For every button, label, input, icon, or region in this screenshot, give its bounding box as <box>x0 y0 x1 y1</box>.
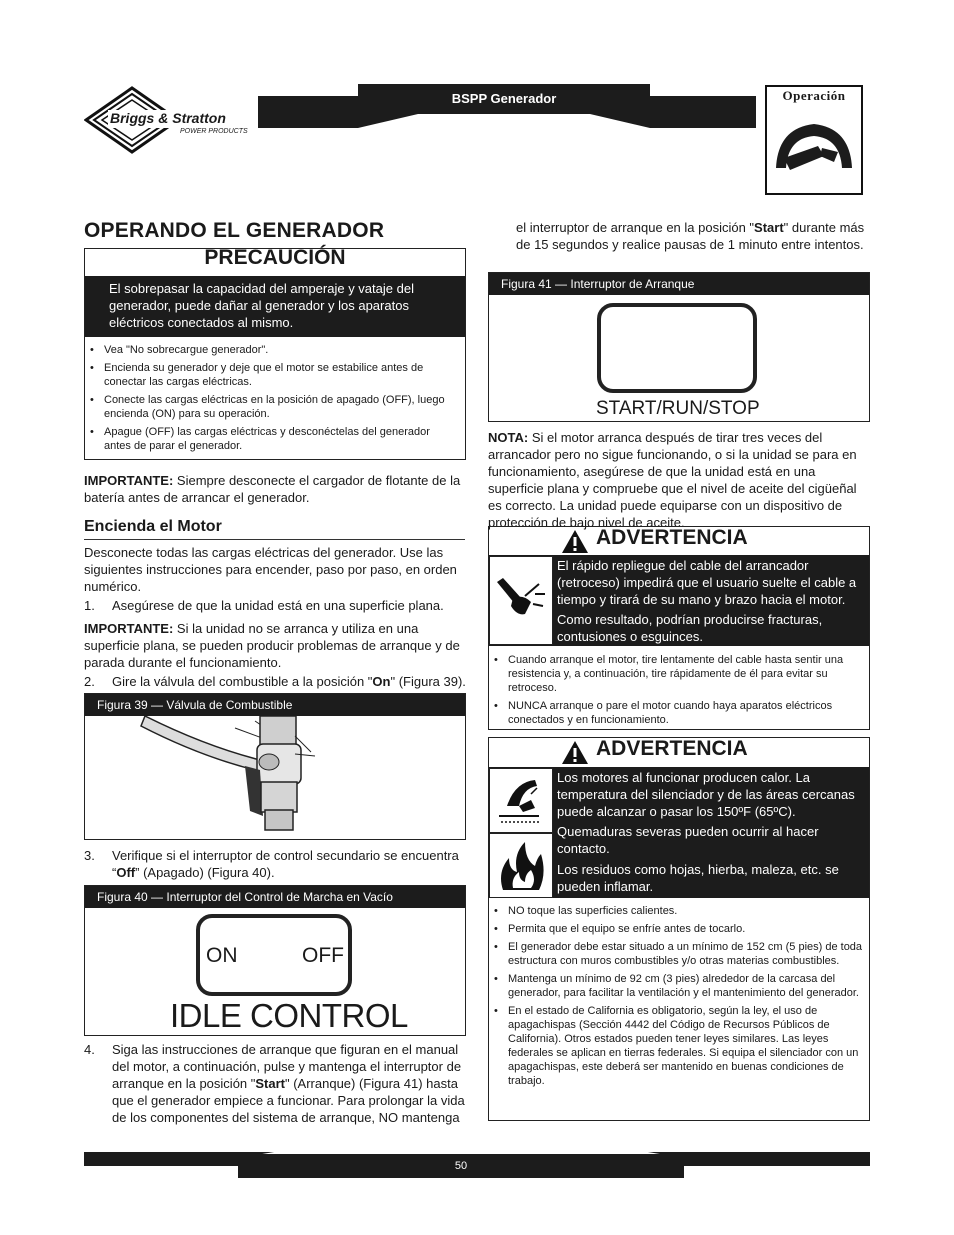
step-2: 2. Gire la válvula del combustible a la posición "On" (Figura 39). <box>84 674 466 689</box>
step-4: 4. Siga las instrucciones de arranque que figuran en el manual del motor, a continuación, pulse y mantenga el interruptor de arranque en la posición "Start" (Arranque) (Figura 41) hasta que el generador empiece a funcionar. Para prolongar la vida de los componentes del sistema de arranque, NO mantenga <box>84 1042 465 1125</box>
caution-title: PRECAUCIÓN <box>204 246 346 269</box>
warning-2-list <box>490 904 866 1092</box>
warning-2-title: ADVERTENCIA <box>596 737 748 760</box>
list-item: • Encienda su generador y deje que el motor se estabilice antes de conectar las cargas eléctricas. <box>86 361 458 389</box>
logo-brand-text: Briggs & Stratton <box>110 110 226 126</box>
warning-1-title: ADVERTENCIA <box>596 526 748 549</box>
warning-1-text-2: Como resultado, podrían producirse fracturas, contusiones o esguinces. <box>557 612 823 644</box>
fuel-valve-icon <box>85 716 465 838</box>
important-note: IMPORTANTE: Siempre desconecte el cargador de flotante de la batería antes de arrancar el generador. <box>84 473 461 505</box>
warning-1-list <box>490 653 864 731</box>
page-number: 50 <box>238 1154 684 1178</box>
figure-41-caption: Figura 41 — Interruptor de Arranque <box>489 273 869 295</box>
warning-triangle-icon <box>561 740 589 765</box>
list-item: • El generador debe estar situado a un mínimo de 152 cm (5 pies) de toda estructura con muros combustibles y/o otras materias combustibles. <box>490 940 866 968</box>
list-item: • En el estado de California es obligatorio, según la ley, el uso de apagachispas (Sección 4442 del Código de Recursos Públicos de California). Otros estados pueden tener leyes similares. Las leyes federales se aplican en tierras federales. Si equipa el silenciador con un apagachispas, este deberá ser mantenido en buenas condiciones de trabajo. <box>490 1004 866 1088</box>
recoil-hand-icon <box>495 576 547 620</box>
list-item: • NO toque las superficies calientes. <box>490 904 866 918</box>
header-wedge <box>358 114 650 128</box>
warning-2-text-3: Los residuos como hojas, hierba, maleza, etc. se pueden inflamar. <box>557 862 839 894</box>
section-tab-title: Operación <box>782 88 846 103</box>
caution-list <box>86 343 458 457</box>
start-intro: Desconecte todas las cargas eléctricas del generador. Use las siguientes instrucciones para encender, paso por paso, en orden numérico. <box>84 545 457 594</box>
list-item: • Cuando arranque el motor, tire lentamente del cable hasta sentir una resistencia y, a continuación, tire rápidamente de él para evitar su retroceso. <box>490 653 864 695</box>
start-heading: Encienda el Motor <box>84 518 465 540</box>
idle-control-label: IDLE CONTROL <box>170 997 408 1034</box>
start-switch-panel <box>597 303 757 393</box>
important-level: IMPORTANTE: Si la unidad no se arranca y utiliza en una superficie plana, se pueden producir problemas de arranque y de parada durante el funcionamiento. <box>84 621 460 670</box>
list-item: • NUNCA arranque o pare el motor cuando haya aparatos eléctricos conectados y en funcionamiento. <box>490 699 864 727</box>
start-run-stop-label: START/RUN/STOP <box>596 398 760 419</box>
fire-icon <box>495 838 547 894</box>
warning-triangle-icon <box>561 529 589 554</box>
step-3: 3. Verifique si el interruptor de control secundario se encuentra “Off” (Apagado) (Figura 40). <box>84 848 459 880</box>
doc-title: BSPP Generador <box>358 84 650 114</box>
warning-1-text-1: El rápido repliegue del cable del arrancador (retroceso) impedirá que el usuario suelte el cable a tiempo y tirará de su mano y brazo hacia el motor. <box>557 558 857 607</box>
figure-39-caption: Figura 39 — Válvula de Combustible <box>85 694 465 716</box>
caution-band <box>85 276 465 337</box>
figure-40-caption: Figura 40 — Interruptor del Control de Marcha en Vacío <box>85 886 465 908</box>
logo-sub-text: POWER PRODUCTS <box>180 128 248 135</box>
brand-logo <box>84 86 254 154</box>
step-1: 1. Asegúrese de que la unidad está en una superficie plana. <box>84 598 444 613</box>
warning-2-text-2: Quemaduras severas pueden ocurrir al hacer contacto. <box>557 824 819 856</box>
nota-paragraph: NOTA: Si el motor arranca después de tirar tres veces del arrancador pero no sigue funcionando, o si la unidad se para en funcionamiento, asegúrese de que la unidad está en una superficie plana y compruebe que el nivel de aceite del cigüeñal es correcto. La unidad puede equiparse con un dispositivo de protección de bajo nivel de aceite. <box>488 430 857 530</box>
hot-surface-icon <box>495 776 547 826</box>
step-4-continued: el interruptor de arranque en la posición "Start" durante más de 15 segundos y realice pausas de 1 minuto entre intentos. <box>516 220 865 252</box>
list-item: • Vea "No sobrecargue generador". <box>86 343 458 357</box>
caution-band-text: El sobrepasar la capacidad del amperaje y vataje del generador, puede dañar al generador y los aparatos eléctricos conectados al mismo. <box>109 281 414 330</box>
list-item: • Permita que el equipo se enfríe antes de tocarlo. <box>490 922 866 936</box>
page-title: OPERANDO EL GENERADOR <box>84 219 385 242</box>
idle-off-label: OFF <box>302 944 344 967</box>
operation-pictogram-icon <box>768 108 860 190</box>
list-item: • Conecte las cargas eléctricas en la posición de apagado (OFF), luego encienda (ON) para su operación. <box>86 393 458 421</box>
idle-on-label: ON <box>206 944 238 967</box>
list-item: • Mantenga un mínimo de 92 cm (3 pies) alrededor de la carcasa del generador, para facilitar la ventilación y el mantenimiento del generador. <box>490 972 866 1000</box>
warning-2-text-1: Los motores al funcionar producen calor. La temperatura del silenciador y de las áreas cercanas puede alcanzar o pasar los 150ºF (65ºC). <box>557 770 855 819</box>
list-item: • Apague (OFF) las cargas eléctricas y desconéctelas del generador antes de parar el generador. <box>86 425 458 453</box>
